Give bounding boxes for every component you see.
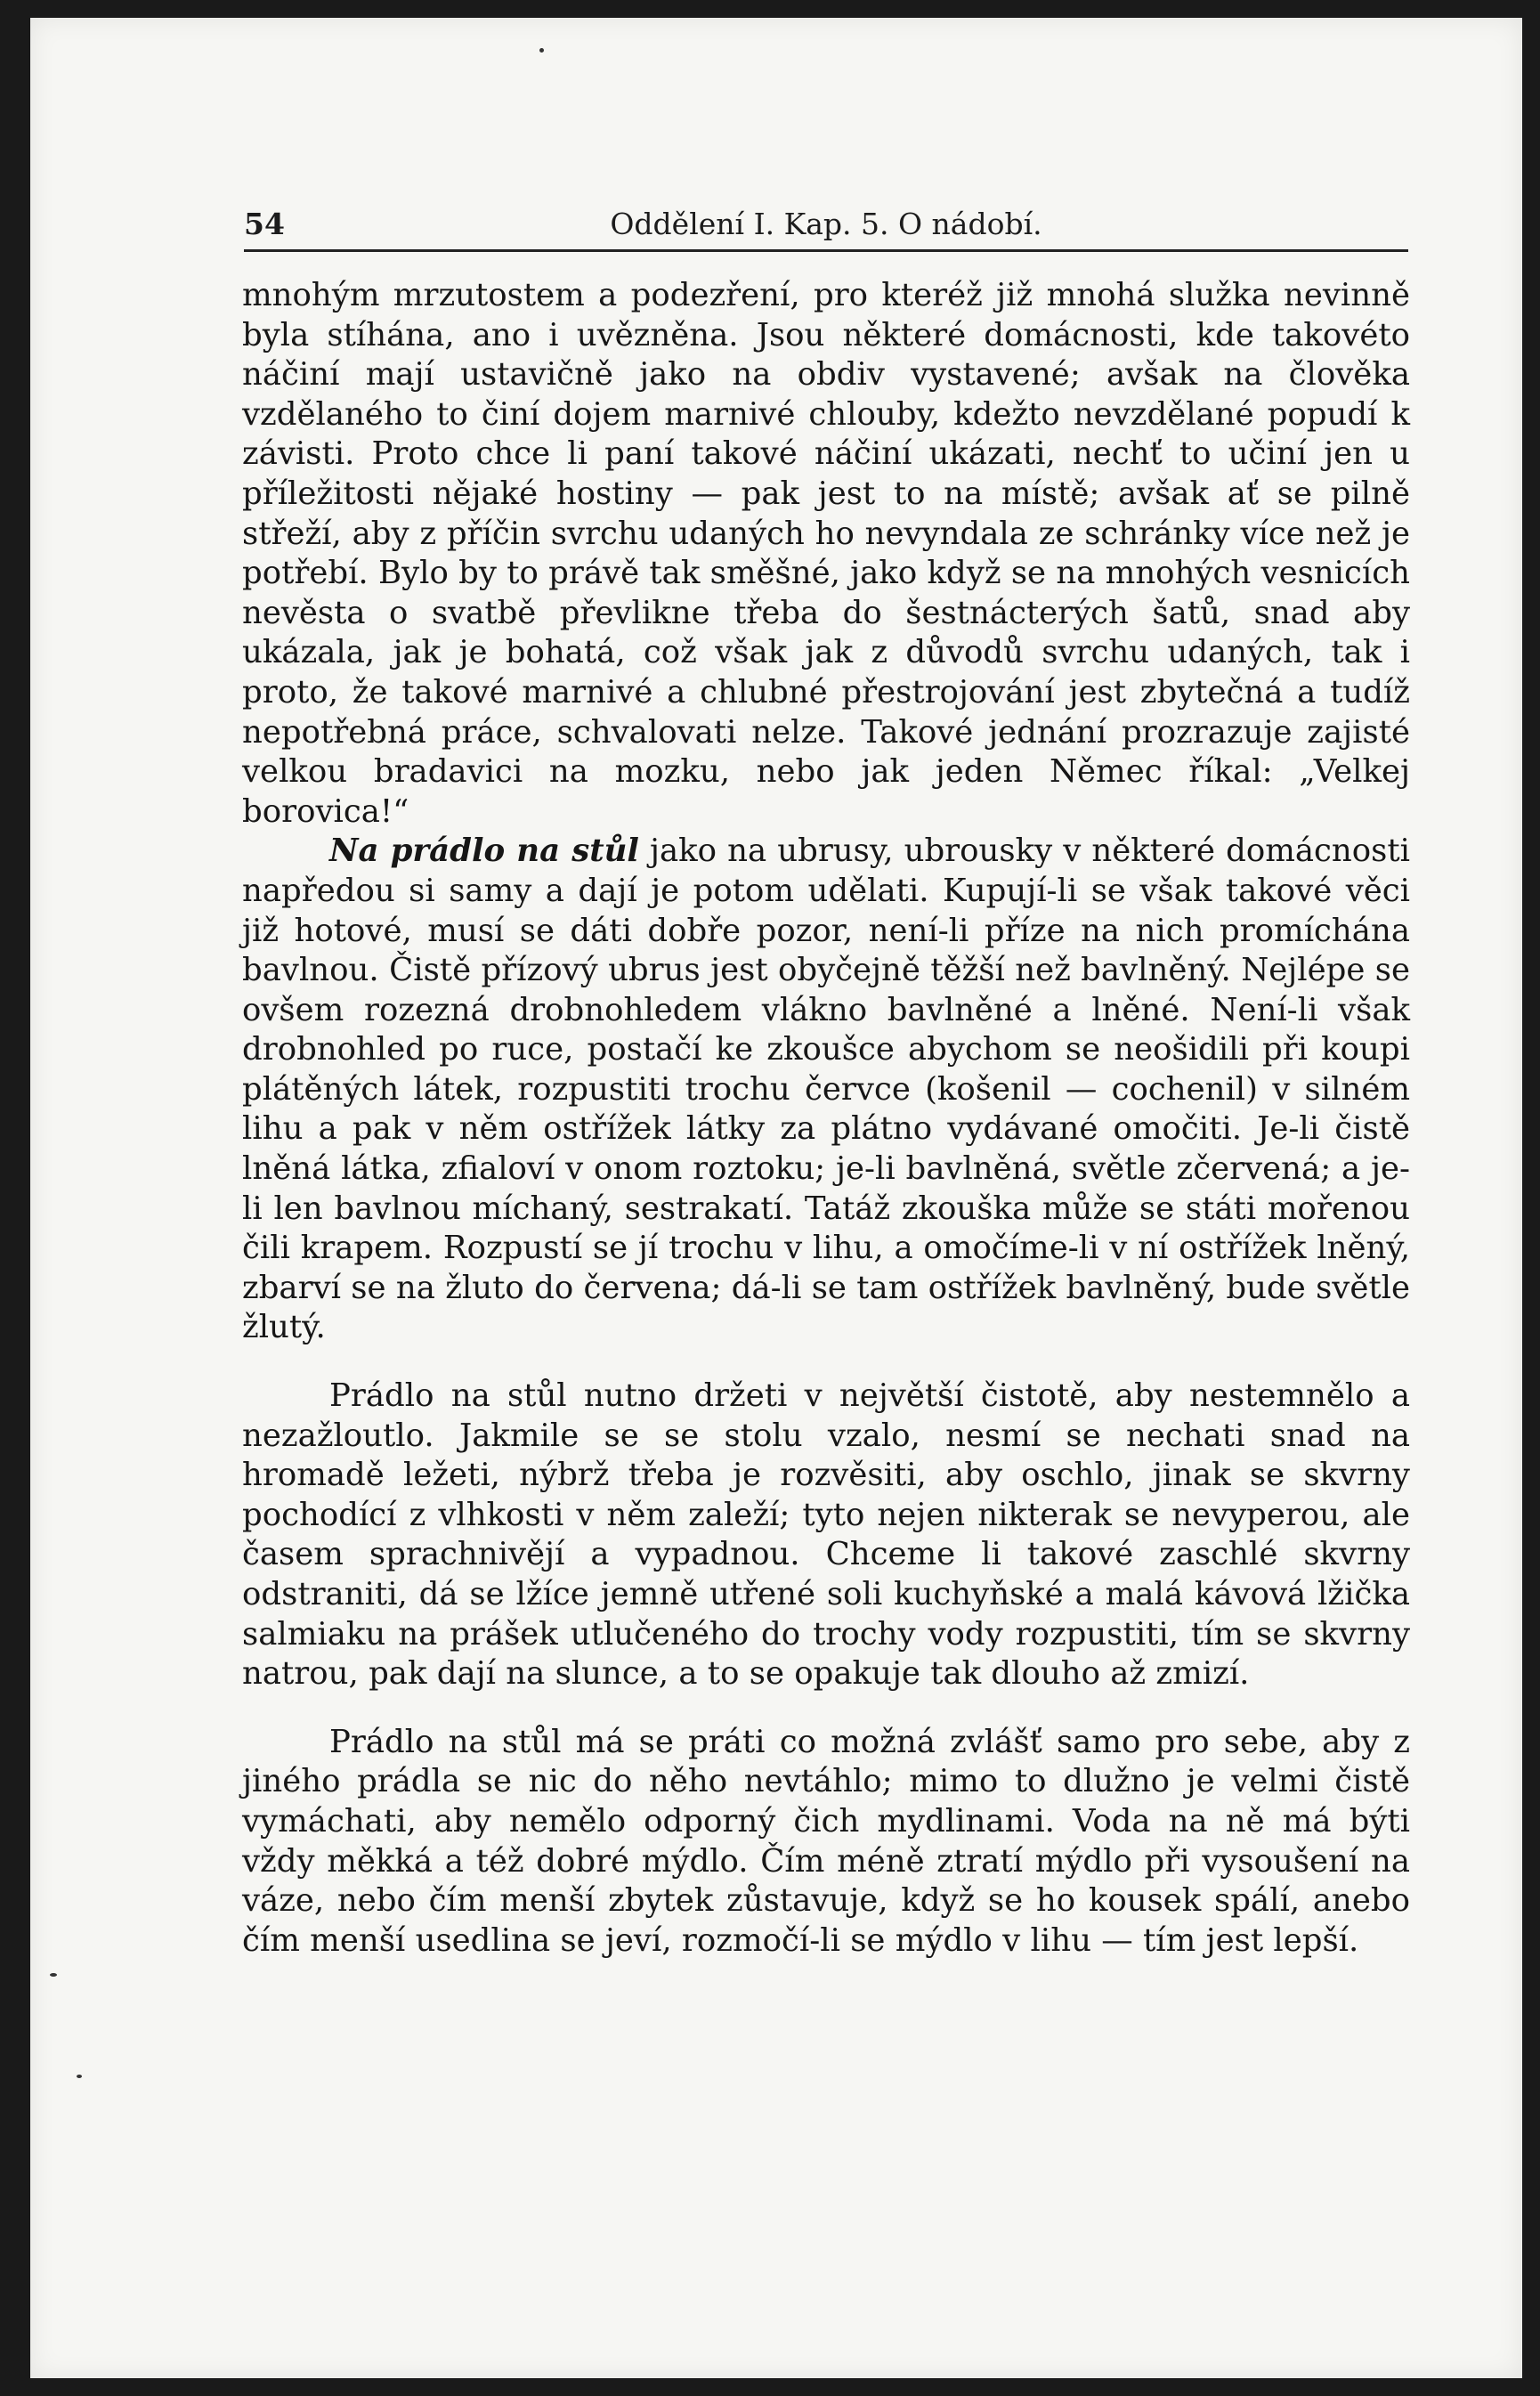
paragraph-continuation xyxy=(242,276,1410,832)
paragraph-lead-phrase: Na prádlo na stůl xyxy=(329,833,639,870)
paragraph-table-linen xyxy=(242,832,1410,1348)
paragraph-washing xyxy=(242,1723,1410,1961)
scan-speck xyxy=(539,48,544,53)
book-page xyxy=(30,18,1522,2378)
scan-speck xyxy=(77,2075,82,2078)
page-number: 54 xyxy=(244,207,285,241)
paragraph-text: Prádlo na stůl má se práti co možná zvlášť samo pro sebe, aby z jiného prádla se nic do něho nevtáhlo; mimo to dlužno je velmi čistě vymáchati, aby nemělo odporný čich mydlinami. Voda na ně má býti vždy měkká a též dobré mýdlo. Čím méně ztratí mýdlo při vysoušení na váze, nebo čím menší zbytek zůstavuje, když se ho kousek spálí, anebo čím menší usedlina se jeví, rozmočí-li se mýdlo v lihu — tím jest lepší. xyxy=(242,1723,1410,1959)
running-head: Oddělení I. Kap. 5. O nádobí. xyxy=(610,207,1042,241)
scan-speck xyxy=(50,1973,57,1977)
paragraph-text: jako na ubrusy, ubrousky v některé domácnosti napředou si samy a dají je potom udělati. Kupují-li se však takové věci již hotové, musí se dáti dobře pozor, není-li příze na nich promíchána bavlnou. Čistě přízový ubrus jest obyčejně těžší než bavlněný. Nejlépe se ovšem rozezná drobnohledem vlákno bavlněné a lněné. Není-li však drobnohled po ruce, postačí ke zkoušce abychom se neošidili při koupi plátěných látek, rozpustiti trochu červce (košenil — cochenil) v silném lihu a pak v něm ostřížek látky za plátno vydávané omočiti. Je-li čistě lněná látka, zfialoví v onom roztoku; je-li bavlněná, světle zčervená; a je-li len bavlnou míchaný, sestrakatí. Tatáž zkouška může se státi mořenou čili krapem. Rozpustí se jí trochu v lihu, a omočíme-li v ní ostřížek lněný, zbarví se na žluto do červena; dá-li se tam ostřížek bavlněný, bude světle žlutý. xyxy=(242,833,1410,1346)
body-text xyxy=(242,276,1410,1961)
paragraph-cleanliness xyxy=(242,1377,1410,1694)
page-header xyxy=(244,196,1408,252)
paragraph-text: Prádlo na stůl nutno držeti v největší čistotě, aby nestemnělo a nezažloutlo. Jakmile se se stolu vzalo, nesmí se nechati snad na hromadě ležeti, nýbrž třeba je rozvěsiti, aby oschlo, jinak se skvrny pochodící z vlhkosti v něm zaleží; tyto nejen nikterak se nevyperou, ale časem sprachnivějí a vypadnou. Chceme li takové zaschlé skvrny odstraniti, dá se lžíce jemně utřené soli kuchyňské a malá kávová lžička salmiaku na prášek utlučeného do trochy vody rozpustiti, tím se skvrny natrou, pak dají na slunce, a to se opakuje tak dlouho až zmizí. xyxy=(242,1377,1410,1693)
paragraph-text: mnohým mrzutostem a podezření, pro kteréž již mnohá služka nevinně byla stíhána, ano i uvězněna. Jsou některé domácnosti, kde takovéto náčiní mají ustavičně jako na obdiv vystavené; avšak na člověka vzdělaného to činí dojem marnivé chlouby, kdežto nevzdělané popudí k závisti. Proto chce li paní takové náčiní ukázati, nechť to učiní jen u příležitosti nějaké hostiny — pak jest to na místě; avšak ať se pilně střeží, aby z příčin svrchu udaných ho nevyndala ze schránky více než je potřebí. Bylo by to právě tak směšné, jako když se na mnohých vesnicích nevěsta o svatbě převlikne třeba do šestnácterých šatů, snad aby ukázala, jak je bohatá, což však jak z důvodů svrchu udaných, tak i proto, že takové marnivé a chlubné přestrojování jest zbytečná a tudíž nepotřebná práce, schvalovati nelze. Takové jednání prozrazuje zajisté velkou bradavici na mozku, nebo jak jeden Němec říkal: „Velkej borovica!“ xyxy=(242,277,1410,830)
